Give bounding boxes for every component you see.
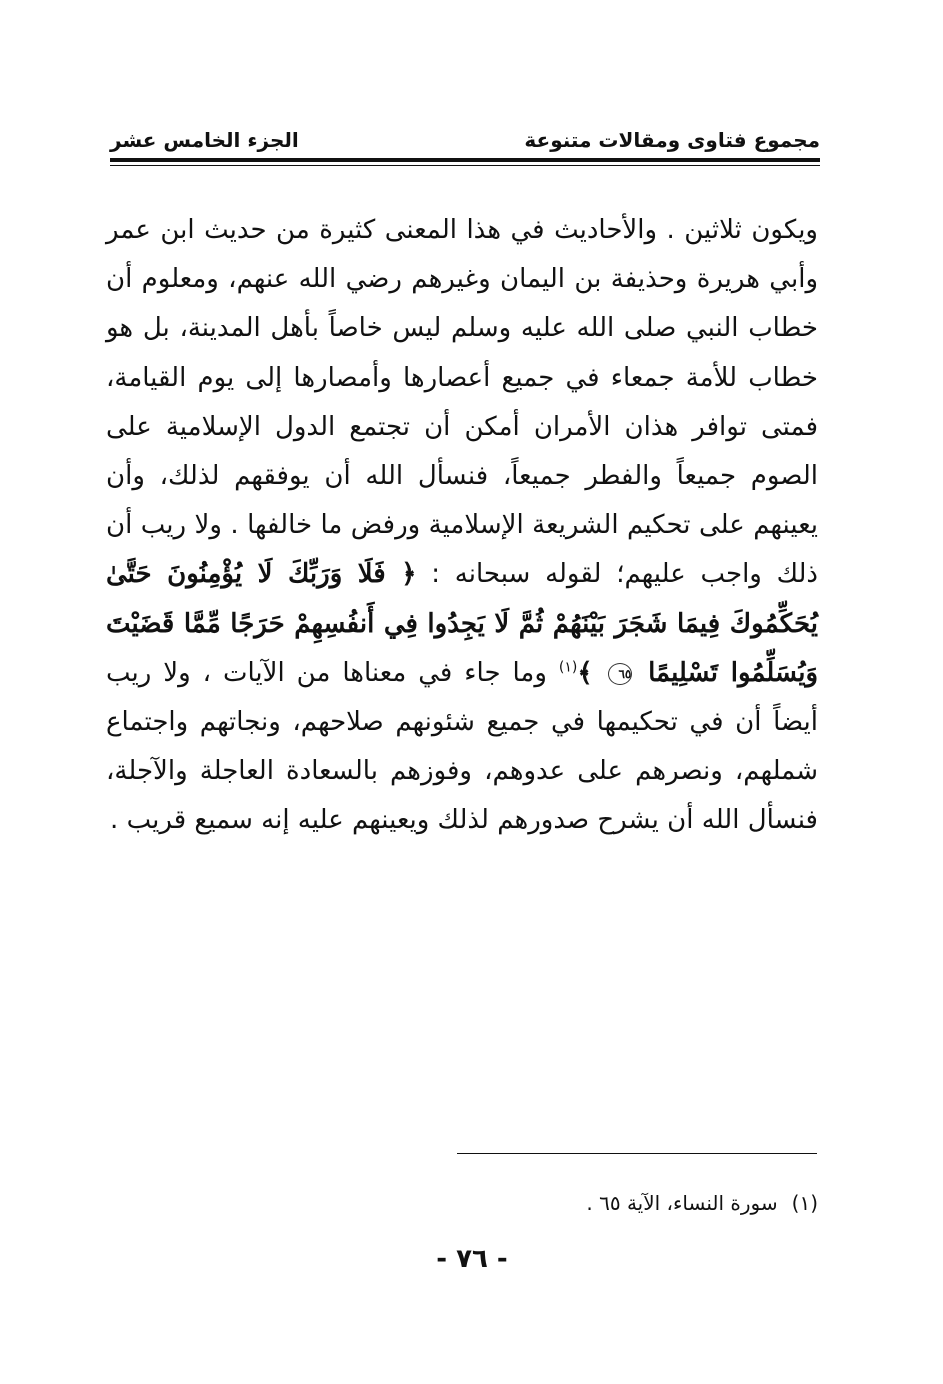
- paragraph-text: ويكون ثلاثين . والأحاديث في هذا المعنى كثيرة من حديث ابن عمر وأبي هريرة وحذيفة بن اليمان وغيرهم رضي الله عنهم، ومعلوم أن خطاب النبي صلى الله عليه وسلم ليس خاصاً بأهل المدينة، بل هو خطاب للأمة جمعاء في جميع أعصارها وأمصارها إلى يوم القيامة، فمتى توافر هذان الأمران أمكن أن تجتمع الدول الإسلامية على الصوم جميعاً والفطر جميعاً، فنسأل الله أن يوفقهم لذلك، وأن يعينهم على تحكيم الشريعة الإسلامية ورفض ما خالفها . ولا ريب أن ذلك واجب عليهم؛ لقوله سبحانه :: [106, 215, 819, 590]
- running-header: [110, 122, 820, 158]
- ayah-number-mark: ٦٥: [608, 663, 632, 685]
- verse-close-bracket: ﴾: [577, 657, 593, 688]
- header-rule-thin: [110, 165, 820, 166]
- verse-open-bracket: ﴿: [401, 559, 417, 590]
- book-title: مجموع فتاوى ومقالات متنوعة: [524, 128, 820, 152]
- page-number: - ٧٦ -: [436, 1244, 508, 1274]
- verse-text: فَلَا وَرَبِّكَ لَا يُؤْمِنُونَ حَتَّىٰ يُحَكِّمُوكَ فِيمَا شَجَرَ بَيْنَهُمْ ثُمَّ لَا يَجِدُوا فِي أَنفُسِهِمْ حَرَجًا مِّمَّا قَضَيْتَ وَيُسَلِّمُوا تَسْلِيمًا: [106, 559, 819, 688]
- footnote-reference: (١): [558, 659, 578, 676]
- header-rule: [110, 158, 820, 162]
- footnote-text: سورة النساء، الآية ٦٥ .: [586, 1191, 778, 1215]
- volume-label: الجزء الخامس عشر: [110, 128, 299, 152]
- footnote-number: (١): [791, 1191, 818, 1215]
- footnote-separator: [457, 1153, 817, 1154]
- main-text: [106, 206, 818, 846]
- paragraph-text-continued: وما جاء في معناها من الآيات ، ولا ريب أيضاً أن في تحكيمها في جميع شئونهم صلاحهم، ونجاتهم واجتماع شملهم، ونصرهم على عدوهم، وفوزهم بالسعادة العاجلة والآجلة، فنسأل الله أن يشرح صدورهم لذلك ويعينهم عليه إنه سميع قريب .: [106, 657, 818, 836]
- footnote: [430, 1186, 818, 1220]
